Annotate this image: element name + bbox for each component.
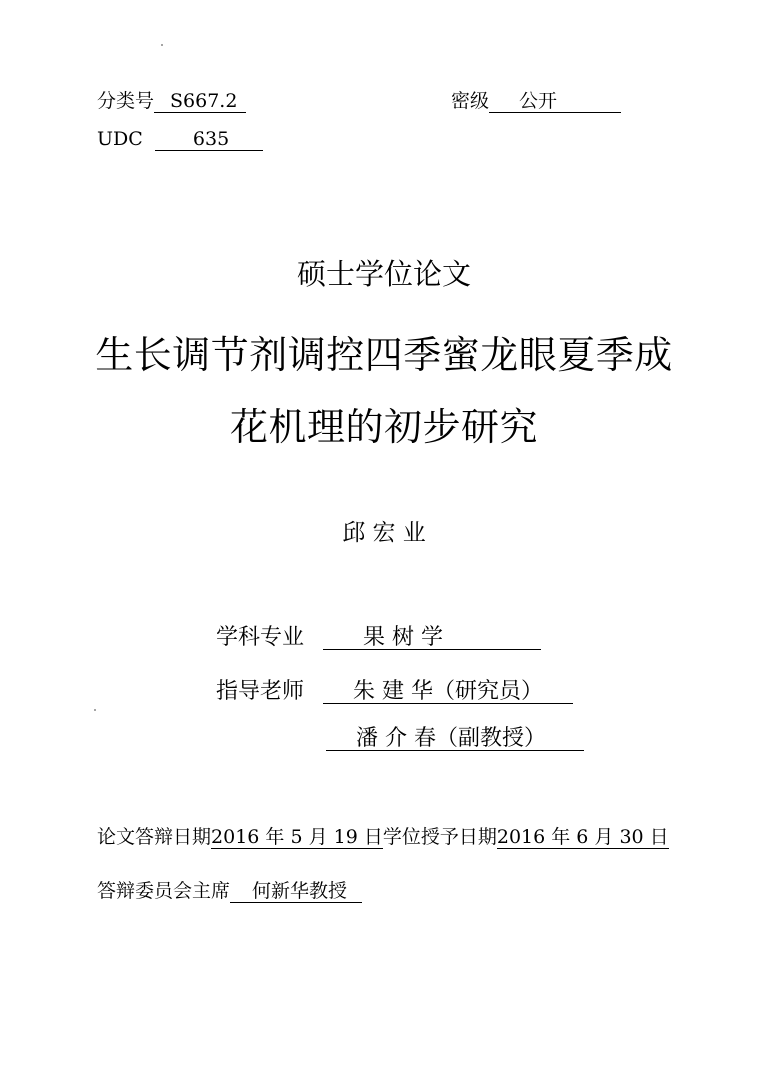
scan-speck	[161, 44, 163, 46]
secrecy-value: 公开	[489, 92, 621, 113]
committee-chair-row	[97, 876, 362, 903]
defense-date-label: 论文答辩日期	[97, 826, 212, 848]
scan-speck	[94, 709, 96, 711]
author-name: 邱 宏 业	[342, 520, 426, 546]
secrecy-level	[451, 86, 621, 113]
udc-number	[97, 128, 263, 151]
advisor-row	[216, 674, 573, 705]
conferral-date-label: 学位授予日期	[382, 826, 497, 848]
secrecy-label: 密级	[451, 90, 490, 112]
degree-title: 硕士学位论文	[296, 257, 471, 291]
classification-label: 分类号	[97, 90, 155, 112]
thesis-title-line2: 花机理的初步研究	[229, 405, 538, 449]
dates-row	[97, 822, 669, 849]
defense-date: 2016 年 5 月 19 日	[211, 826, 383, 848]
udc-label: UDC	[97, 128, 143, 150]
udc-value: 635	[155, 130, 263, 151]
advisor-row-2	[326, 726, 584, 751]
classification-value: S667.2	[154, 92, 246, 113]
major-label: 学科专业	[216, 625, 305, 650]
committee-chair: 何新华教授	[230, 882, 362, 903]
committee-chair-label: 答辩委员会主席	[97, 880, 231, 902]
advisor-label: 指导老师	[216, 679, 305, 704]
thesis-title-line1: 生长调节剂调控四季蜜龙眼夏季成	[95, 333, 673, 377]
advisor-1: 朱 建 华（研究员）	[323, 680, 573, 704]
classification-number	[97, 86, 246, 113]
major-row	[216, 620, 541, 651]
major-value: 果 树 学	[323, 626, 541, 650]
conferral-date: 2016 年 6 月 30 日	[496, 826, 669, 848]
advisor-2: 潘 介 春（副教授）	[326, 727, 584, 751]
